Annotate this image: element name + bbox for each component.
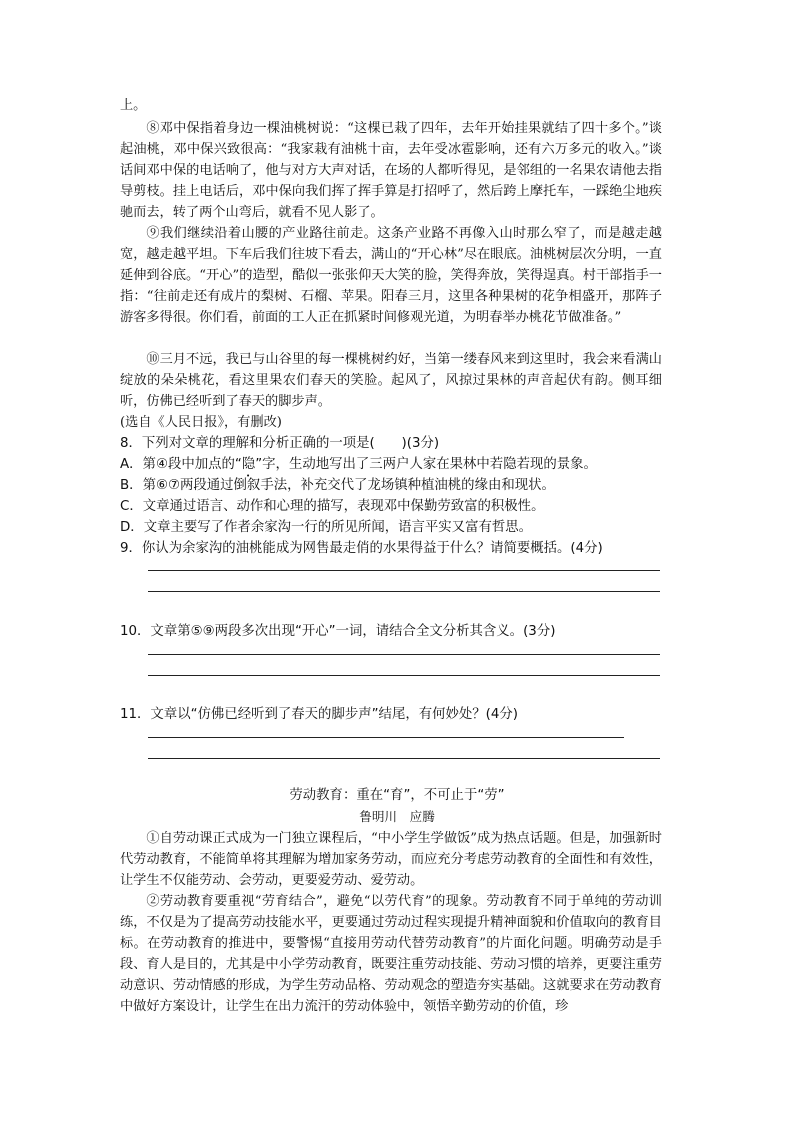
passage1-source: (选自《人民日报》，有删改) bbox=[120, 415, 282, 430]
answer-line[interactable] bbox=[148, 591, 660, 592]
question-8-option-c: C．文章通过语言、动作和心理的描写，表现邓中保勤劳致富的积极性。 bbox=[120, 499, 545, 514]
passage1-continuation: 上。 bbox=[120, 98, 147, 113]
emphasized-character: 隐 bbox=[241, 457, 256, 472]
passage1-paragraph-9: ⑨我们继续沿着山腰的产业路往前走。这条产业路不再像入山时那么窄了，而是越走越宽，越走越平坦。下车后我们往坡下看去，满山的“开心林”尽在眼底。油桃树层次分明，一直延伸到谷底。“开心”的造型，酷似一张张仰天大笑的脸，笑得奔放，笑得逞真。村干部指手一指：“往前走还有成片的梨树、石榴、苹果。阳春三月，这里各种果树的花争相盛开，那阵子游客多得很。你们看，前面的工人正在抓紧时间修观光道，为明春举办桃花节做准备。” bbox=[120, 226, 662, 325]
question-9: 9．你认为余家沟的油桃能成为网售最走俏的水果得益于什么？请简要概括。(4分) bbox=[120, 541, 603, 556]
passage2-title: 劳动教育：重在“育”，不可止于“劳” bbox=[289, 788, 505, 803]
passage2-authors: 鲁明川 应腾 bbox=[359, 809, 435, 824]
answer-line[interactable] bbox=[148, 654, 660, 655]
question-8-option-d: D．文章主要写了作者余家沟一行的所见所闻，语言平实又富有哲思。 bbox=[120, 520, 533, 535]
question-8-stem: 8．下列对文章的理解和分析正确的一项是( )(3分) bbox=[120, 436, 440, 451]
answer-line[interactable] bbox=[148, 675, 660, 676]
passage1-paragraph-10: ⑩三月不远，我已与山谷里的每一棵桃树约好，当第一缕春风来到这里时，我会来看满山绽放的朵朵桃花，看这里果农们春天的笑脸。起风了，风掠过果林的声音起伏有韵。侧耳细听，仿佛已经听到了春天的脚步声。 bbox=[120, 352, 662, 409]
question-11: 11．文章以“仿佛已经听到了春天的脚步声”结尾，有何妙处？(4分) bbox=[120, 707, 519, 722]
answer-line[interactable] bbox=[148, 758, 660, 759]
question-8-option-b: B．第⑥⑦两段通过倒叙手法，补充交代了龙场镇种植油桃的缘由和现状。 bbox=[120, 478, 555, 493]
answer-line[interactable] bbox=[148, 737, 624, 738]
option-a-text-pre: A．第④段中加点的“ bbox=[120, 457, 242, 472]
passage1-paragraph-8: ⑧邓中保指着身边一棵油桃树说：“这棵已栽了四年，去年开始挂果就结了四十多个。”谈起油桃，邓中保兴致很高：“我家栽有油桃十亩，去年受冰雹影响，还有六万多元的收入。”谈话间邓中保的电话响了，他与对方大声对话，在场的人都听得见，是邻组的一名果农请他去指导剪枝。挂上电话后，邓中保向我们挥了挥手算是打招呼了，然后跨上摩托车，一踩绝尘地疾驰而去，转了两个山弯后，就看不见人影了。 bbox=[120, 121, 662, 220]
option-a-text-post: ”字，生动地写出了三两户人家在果林中若隐若现的景象。 bbox=[255, 457, 597, 472]
answer-line[interactable] bbox=[148, 570, 660, 571]
question-10: 10．文章第⑤⑨两段多次出现“开心”一词，请结合全文分析其含义。(3分) bbox=[120, 624, 556, 639]
passage2-paragraph-1: ①自劳动课正式成为一门独立课程后，“中小学生学做饭”成为热点话题。但是，加强新时代劳动教育，不能简单将其理解为增加家务劳动，而应充分考虑劳动教育的全面性和有效性，让学生不仅能劳动、会劳动，更要爱劳动、爱劳动。 bbox=[120, 831, 662, 888]
passage2-paragraph-2: ②劳动教育要重视“劳育结合”，避免“以劳代育”的现象。劳动教育不同于单纯的劳动训练，不仅是为了提高劳动技能水平，更要通过劳动过程实现提升精神面貌和价值取向的教育目标。在劳动教育的推进中，要警惕“直接用劳动代替劳动教育”的片面化问题。明确劳动是手段、育人是目的，尤其是中小学劳动教育，既要注重劳动技能、劳动习惯的培养，更要注重劳动意识、劳动情感的形成，为学生劳动品格、劳动观念的塑造夯实基础。这就要求在劳动教育中做好方案设计，让学生在出力流汗的劳动体验中，领悟辛勤劳动的价值，珍 bbox=[120, 894, 662, 1014]
